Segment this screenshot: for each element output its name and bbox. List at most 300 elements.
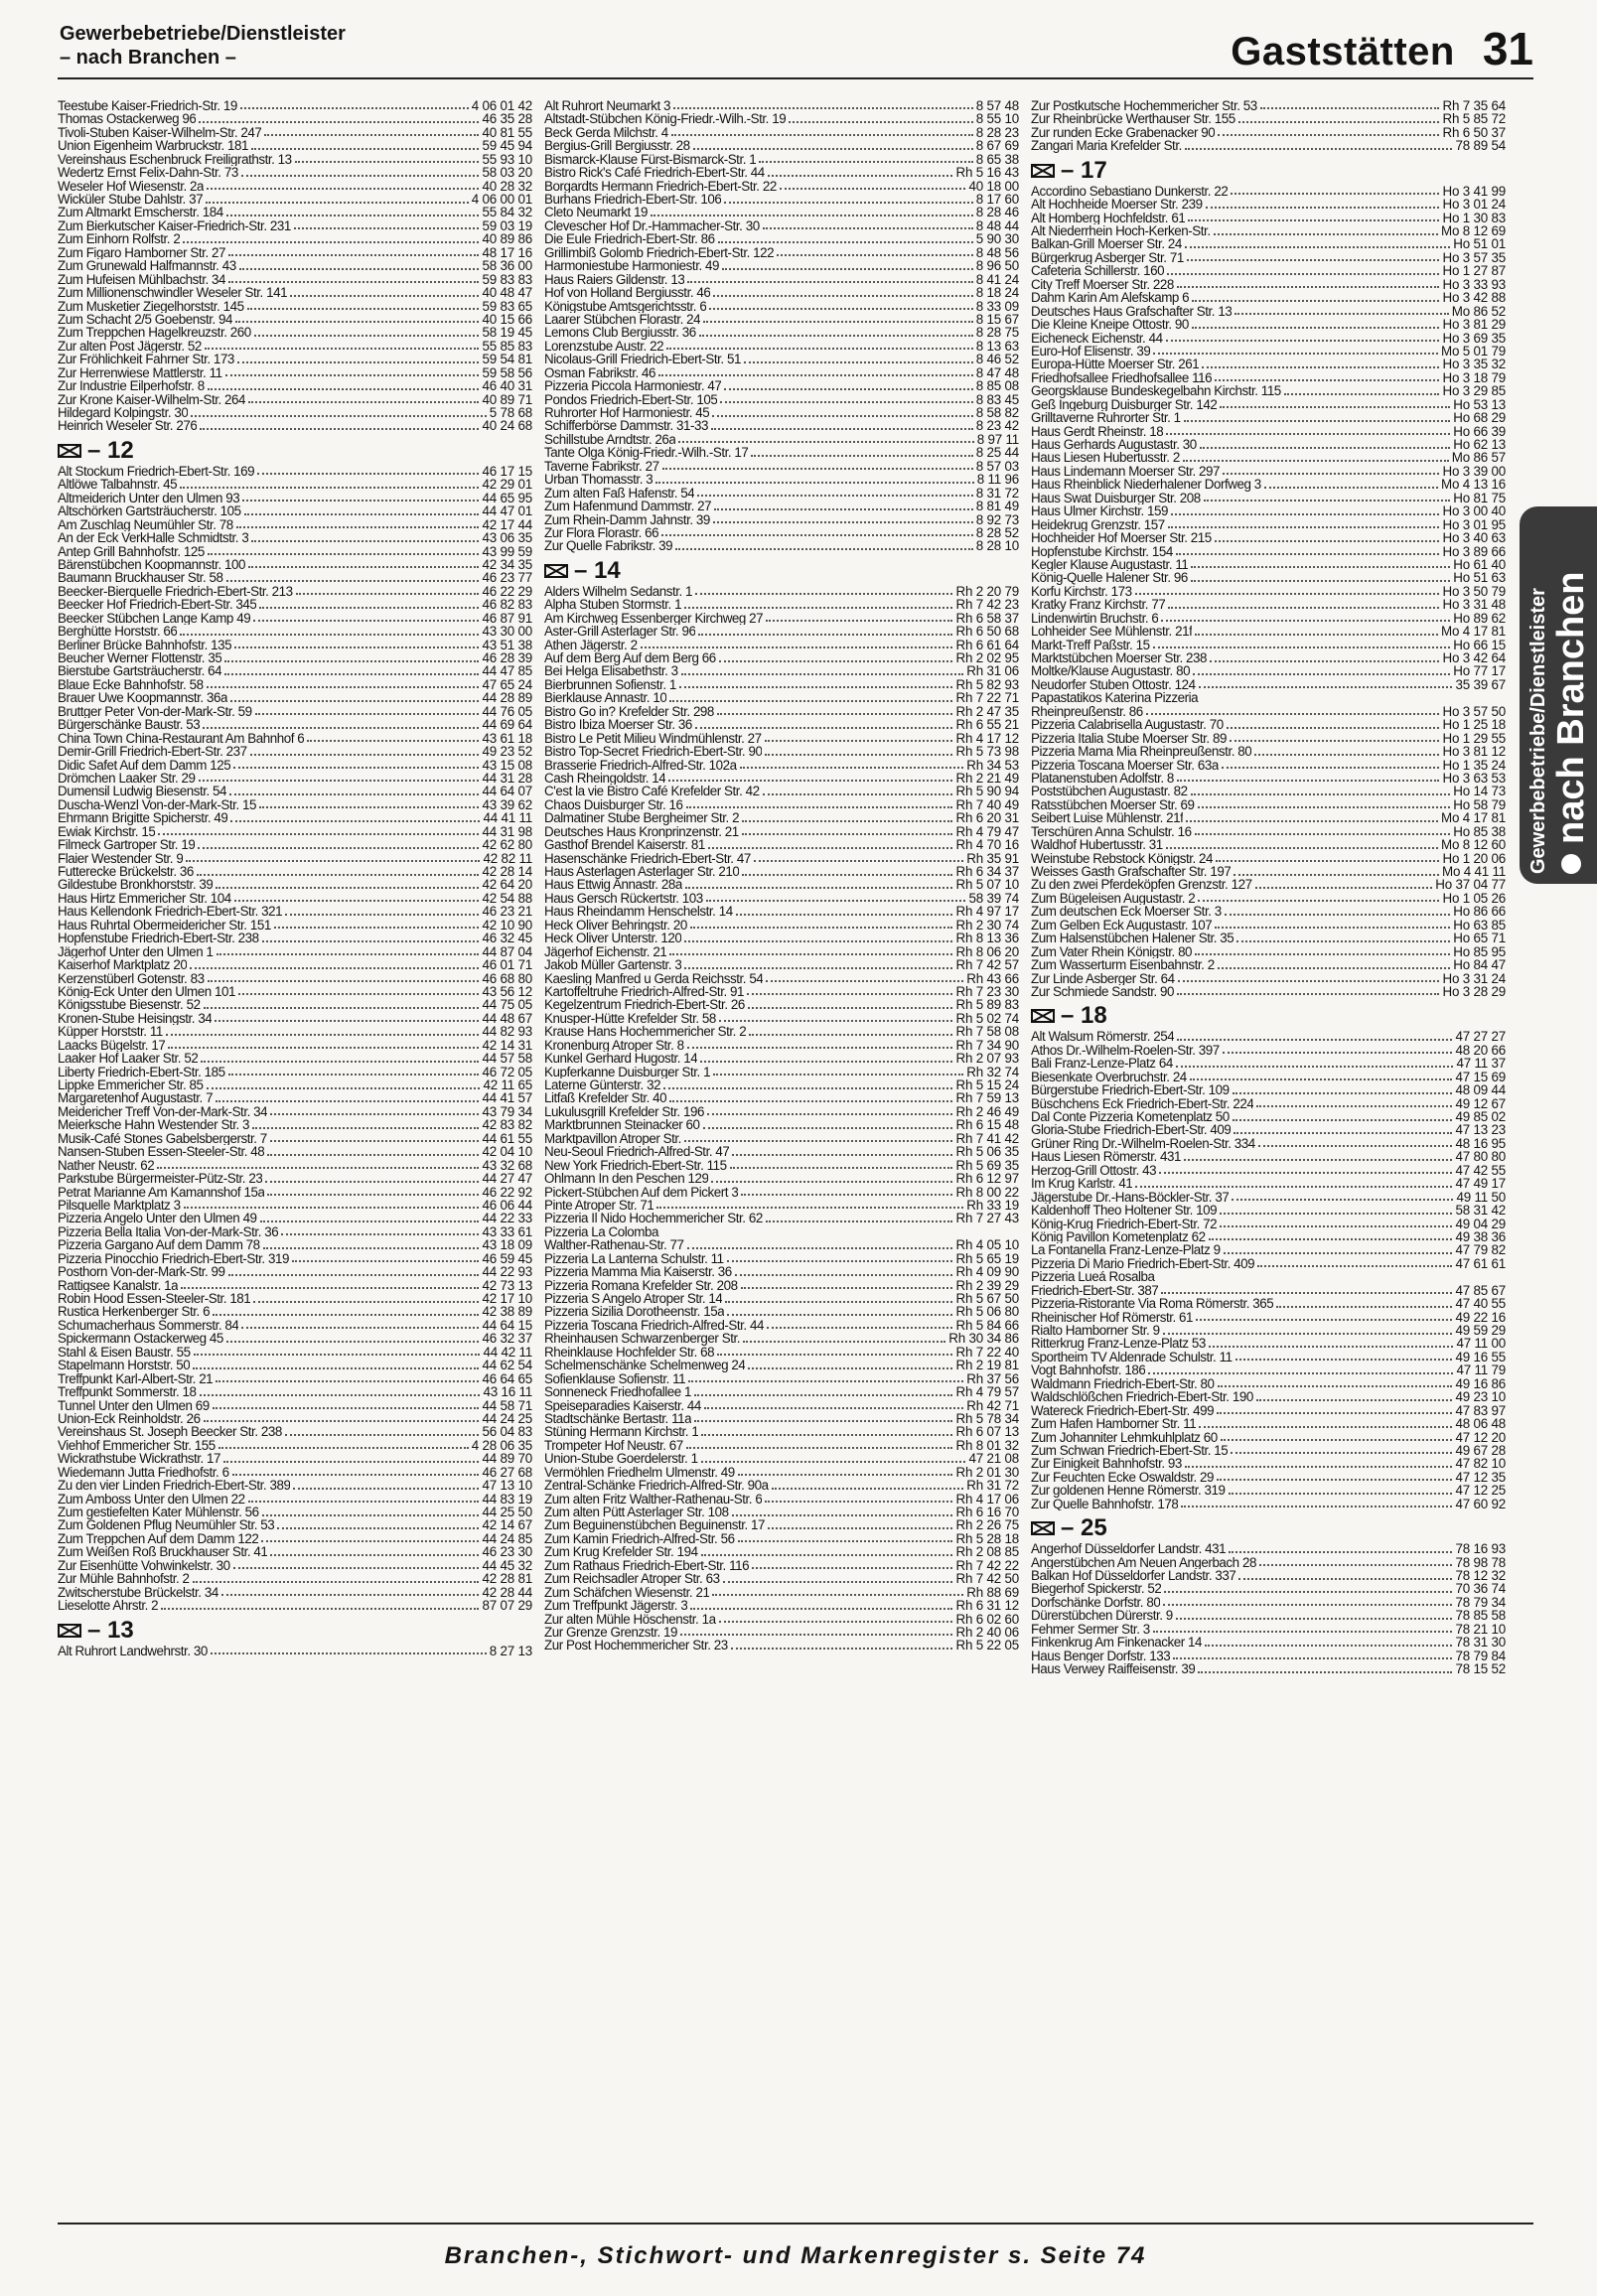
dot-leader — [1231, 1452, 1452, 1454]
listing-entry — [544, 838, 1019, 851]
listing-phone: 46 22 92 — [482, 1184, 532, 1200]
listing-entry — [544, 1265, 1019, 1278]
listing-phone: 42 82 11 — [483, 850, 532, 866]
listing-name: Sportheim TV Aldenrade Schulstr. 11 — [1031, 1350, 1233, 1364]
envelope-icon — [544, 564, 568, 578]
listing-name: Haus Ulmer Kirchstr. 159 — [1031, 504, 1169, 518]
dot-leader — [685, 887, 953, 889]
listing-phone: Ho 84 47 — [1453, 957, 1506, 973]
dot-leader — [1177, 286, 1440, 288]
listing-phone: 78 12 32 — [1455, 1568, 1506, 1584]
listing-entry — [544, 1078, 1019, 1091]
dot-leader — [1198, 900, 1439, 902]
listing-name: Stadtschänke Bertastr. 11a — [544, 1411, 692, 1426]
dot-leader — [1233, 1092, 1453, 1094]
listing-entry — [58, 945, 532, 958]
listing-phone: Ho 3 40 63 — [1442, 530, 1506, 546]
listing-entry — [544, 366, 1019, 379]
listing-name: Pizzeria La Lanterna Schulstr. 11 — [544, 1251, 724, 1266]
listing-entry — [544, 326, 1019, 339]
listing-entry — [58, 651, 532, 664]
listing-entry — [58, 598, 532, 611]
listing-phone: 78 21 10 — [1455, 1621, 1506, 1637]
listing-entry — [1031, 264, 1506, 277]
listing-entry — [1031, 1177, 1506, 1190]
listing-name: Litfaß Krefelder Str. 40 — [544, 1091, 667, 1105]
listing-phone: Rh 2 40 06 — [955, 1624, 1019, 1640]
dot-leader — [698, 634, 952, 636]
listing-phone: Mo 8 12 60 — [1441, 837, 1506, 853]
dot-leader — [669, 700, 952, 702]
listing-entry — [58, 300, 532, 313]
dot-leader — [1215, 927, 1450, 929]
dot-leader — [668, 780, 952, 782]
listing-phone: Rh 7 58 08 — [955, 1024, 1019, 1040]
dot-leader — [281, 1233, 479, 1235]
listing-phone: 5 90 30 — [975, 231, 1019, 247]
listing-entry — [1031, 678, 1506, 691]
listing-name: Pizzeria Toscana Moerser Str. 63a — [1031, 758, 1219, 772]
column-2 — [544, 99, 1019, 2210]
listing-name: Herzog-Grill Ottostr. 43 — [1031, 1163, 1157, 1178]
dot-leader — [1168, 526, 1440, 528]
listing-phone: 46 59 45 — [482, 1250, 532, 1266]
listing-name: Ohlmann In den Peschen 129 — [544, 1172, 709, 1186]
listing-entry — [58, 1092, 532, 1105]
listing-phone: 47 42 55 — [1455, 1162, 1506, 1178]
listing-entry — [1031, 1569, 1506, 1582]
listing-phone: 47 12 35 — [1455, 1469, 1506, 1485]
dot-leader — [233, 767, 479, 769]
listing-entry — [544, 273, 1019, 286]
listing-name: Zum Schacht 2/5 Goebenstr. 94 — [58, 312, 233, 327]
dot-leader — [203, 727, 479, 729]
listing-name: Chaos Duisburger Str. 16 — [544, 797, 683, 812]
dot-leader — [307, 740, 479, 742]
listing-name: Haus Lindemann Moerser Str. 297 — [1031, 464, 1220, 479]
listing-phone: 42 04 10 — [482, 1144, 532, 1160]
listing-name: Haus Benger Dorfstr. 133 — [1031, 1649, 1171, 1663]
listing-name: Laarer Stübchen Florastr. 24 — [544, 312, 701, 327]
listing-phone: 46 06 44 — [482, 1197, 532, 1213]
listing-phone: 44 87 04 — [482, 943, 532, 959]
listing-entry — [1031, 371, 1506, 384]
listing-entry — [544, 759, 1019, 772]
listing-name: Zum alten Pütt Asterlager Str. 108 — [544, 1506, 729, 1519]
dot-leader — [194, 1354, 481, 1356]
dot-leader — [754, 860, 963, 862]
listing-entry — [1031, 358, 1506, 370]
listing-phone: Rh 5 84 66 — [955, 1317, 1019, 1333]
listing-phone: 44 47 85 — [482, 663, 532, 679]
listing-name: Vereinshaus St. Joseph Beecker Str. 238 — [58, 1425, 282, 1439]
listing-name: Haus Gerdt Rheinstr. 18 — [1031, 424, 1164, 439]
listing-entry — [544, 513, 1019, 526]
listing-name: Zum Amboss Unter den Ulmen 22 — [58, 1492, 245, 1507]
listing-phone: 44 25 50 — [482, 1505, 532, 1520]
listing-entry — [1031, 224, 1506, 237]
listing-entry — [1031, 1071, 1506, 1083]
dot-leader — [1223, 1052, 1453, 1054]
dot-leader — [1230, 740, 1440, 742]
listing-name: Athen Jägerstr. 2 — [544, 638, 638, 652]
listing-entry — [544, 1066, 1019, 1078]
dot-leader — [208, 553, 480, 555]
dot-leader — [207, 1087, 481, 1089]
listing-entry — [1031, 892, 1506, 905]
listing-entry — [58, 1118, 532, 1131]
listing-name: Zum Beguinenstübchen Beguinenstr. 17 — [544, 1518, 766, 1532]
listing-phone: Rh 4 97 17 — [955, 904, 1019, 920]
listing-phone: 47 80 80 — [1455, 1149, 1506, 1165]
listing-name: Zum Johanniter Lehmkuhlplatz 60 — [1031, 1430, 1218, 1444]
listing-phone: Rh 6 12 97 — [955, 1171, 1019, 1187]
dot-leader — [1276, 1306, 1452, 1308]
listing-name: Bei Helga Elisabethstr. 3 — [544, 664, 678, 678]
listing-name: Balkan Hof Düsseldorfer Landstr. 337 — [1031, 1569, 1236, 1583]
dot-leader — [186, 860, 480, 862]
listing-entry — [58, 972, 532, 985]
dot-leader — [1173, 1657, 1452, 1659]
listing-entry — [1031, 198, 1506, 211]
listing-entry — [544, 732, 1019, 745]
listing-entry — [544, 313, 1019, 326]
listing-entry — [58, 1132, 532, 1145]
listing-entry — [58, 478, 532, 491]
listing-entry — [58, 732, 532, 745]
listing-entry — [58, 1186, 532, 1199]
listing-entry — [1031, 732, 1506, 745]
listing-name: König Pavillon Kometenplatz 62 — [1031, 1229, 1206, 1244]
listing-phone: 49 12 67 — [1455, 1095, 1506, 1111]
dot-leader — [1218, 967, 1451, 969]
dot-leader — [1190, 1078, 1453, 1080]
listing-phone: Rh 4 70 16 — [955, 837, 1019, 853]
dot-leader — [695, 727, 953, 729]
listing-phone: 4 28 06 35 — [471, 1437, 532, 1453]
listing-entry — [1031, 1030, 1506, 1043]
listing-entry — [58, 112, 532, 125]
listing-entry — [544, 785, 1019, 797]
listing-entry — [1031, 1431, 1506, 1444]
listing-entry — [544, 1639, 1019, 1651]
listing-name: Zum Gelben Eck Augustastr. 107 — [1031, 918, 1213, 933]
listing-phone: 59 83 83 — [482, 271, 532, 287]
listing-phone: 8 96 50 — [975, 258, 1019, 274]
listing-name: Kegler Klause Augustastr. 11 — [1031, 557, 1189, 572]
listing-entry — [58, 1599, 532, 1612]
dot-leader — [260, 1220, 480, 1222]
dot-leader — [772, 1488, 964, 1490]
dot-leader — [658, 374, 973, 376]
dot-leader — [690, 927, 953, 929]
listing-name: Platanenstuben Adolfstr. 8 — [1031, 771, 1174, 786]
listing-entry — [58, 678, 532, 691]
listing-phone: Ho 63 85 — [1453, 917, 1506, 933]
bullet-dot-icon — [1561, 854, 1581, 874]
dot-leader — [671, 134, 973, 136]
listing-phone: 44 24 25 — [482, 1410, 532, 1426]
listing-entry — [58, 1105, 532, 1118]
dot-leader — [724, 202, 972, 204]
listing-name: Zur Mühle Bahnhofstr. 2 — [58, 1572, 190, 1586]
listing-name: Lieselotte Ahrstr. 2 — [58, 1599, 159, 1613]
listing-name: Sofienklause Sofienstr. 11 — [544, 1371, 686, 1386]
listing-name: Treffpunkt Sommerstr. 18 — [58, 1385, 197, 1399]
dot-leader — [1195, 634, 1438, 636]
listing-name: Speiseparadies Kaiserstr. 44 — [544, 1398, 701, 1412]
listing-name: Thomas Ostackerweg 96 — [58, 112, 197, 126]
listing-entry — [1031, 745, 1506, 758]
listing-entry — [1031, 958, 1506, 971]
listing-name: Meierksche Hahn Westender Str. 3 — [58, 1118, 250, 1132]
dot-leader — [296, 593, 480, 595]
listing-name: Heidekrug Grenzstr. 157 — [1031, 517, 1165, 532]
dot-leader — [1168, 607, 1439, 609]
dot-leader — [727, 1260, 953, 1262]
dot-leader — [1192, 300, 1439, 302]
listing-entry — [58, 1439, 532, 1452]
dot-leader — [1200, 447, 1450, 449]
listing-entry — [58, 286, 532, 299]
listing-entry — [58, 1359, 532, 1371]
postal-zone-label: – 25 — [1061, 1514, 1107, 1542]
listing-entry — [58, 1532, 532, 1545]
listing-name: Zum Musketier Ziegelhorststr. 145 — [58, 299, 244, 313]
listing-phone: 47 82 10 — [1455, 1456, 1506, 1472]
listing-name: Balkan-Grill Moerser Str. 24 — [1031, 237, 1182, 251]
dot-leader — [763, 227, 973, 229]
listing-name: Zentral-Schänke Friedrich-Alfred-Str. 90a — [544, 1479, 769, 1493]
listing-phone: 40 24 68 — [482, 418, 532, 434]
listing-phone: 43 32 68 — [482, 1157, 532, 1173]
dot-leader — [1225, 914, 1451, 916]
listing-name: Kupferkanne Duisburger Str. 1 — [544, 1065, 711, 1079]
listing-name: Büschchens Eck Friedrich-Ebert-Str. 224 — [1031, 1096, 1254, 1111]
dot-leader — [1217, 1412, 1452, 1414]
listing-phone: Rh 6 07 13 — [955, 1424, 1019, 1440]
listing-phone: 4 06 01 42 — [471, 97, 532, 113]
dot-leader — [267, 1154, 479, 1156]
listing-phone: 78 89 54 — [1455, 138, 1506, 154]
listing-entry — [1031, 585, 1506, 598]
listing-name: Zum Grunewald Halfmannstr. 43 — [58, 259, 236, 273]
listing-phone: 46 23 21 — [482, 904, 532, 920]
listing-entry — [544, 1452, 1019, 1465]
listing-phone: 8 28 23 — [975, 124, 1019, 140]
dot-leader — [704, 1407, 963, 1409]
listing-entry — [1031, 278, 1506, 291]
listing-entry — [58, 1572, 532, 1585]
listing-name: Haus Swat Duisburger Str. 208 — [1031, 491, 1201, 505]
dot-leader — [1184, 420, 1451, 422]
listing-phone: 49 38 36 — [1455, 1228, 1506, 1244]
listing-name: Blaue Ecke Bahnhofstr. 58 — [58, 677, 204, 692]
listing-phone: 8 83 45 — [975, 391, 1019, 407]
listing-phone: Rh 5 07 10 — [955, 877, 1019, 893]
listing-phone: Ho 3 01 24 — [1442, 197, 1506, 213]
listing-phone: Rh 6 50 68 — [955, 624, 1019, 640]
dot-leader — [198, 847, 479, 849]
dot-leader — [673, 107, 973, 109]
listing-entry — [544, 126, 1019, 139]
dot-leader — [719, 660, 953, 662]
listing-phone: 44 57 58 — [482, 1051, 532, 1067]
listing-entry — [1031, 705, 1506, 718]
listing-name: Die Kleine Kneipe Ottostr. 90 — [1031, 318, 1189, 332]
listing-name: Zum Hafen Hamborner Str. 11 — [1031, 1417, 1197, 1431]
listing-entry — [58, 1385, 532, 1398]
listing-name: Zum deutschen Eck Moerser Str. 3 — [1031, 905, 1222, 919]
listing-phone: 8 17 60 — [975, 192, 1019, 208]
listing-entry — [1031, 905, 1506, 918]
listing-phone: Ho 81 75 — [1453, 490, 1506, 505]
listing-entry — [544, 1252, 1019, 1265]
dot-leader — [699, 335, 973, 337]
listing-phone: 44 42 11 — [483, 1344, 532, 1360]
listing-phone: 87 07 29 — [482, 1598, 532, 1614]
listing-phone: Rh 8 06 20 — [955, 943, 1019, 959]
listing-entry — [58, 1306, 532, 1319]
listing-entry — [544, 1052, 1019, 1065]
dot-leader — [703, 321, 973, 323]
dot-leader — [752, 1567, 952, 1569]
listing-phone: Rh 2 08 85 — [955, 1544, 1019, 1560]
listing-name: Heck Oliver Behringstr. 20 — [544, 918, 687, 933]
listing-entry — [544, 300, 1019, 313]
listing-entry — [1031, 492, 1506, 504]
listing-phone: Ho 3 29 85 — [1442, 383, 1506, 399]
listing-phone: Ho 3 50 79 — [1442, 583, 1506, 599]
dot-leader — [711, 1181, 952, 1183]
dot-leader — [255, 713, 480, 715]
listing-phone: 35 39 67 — [1455, 676, 1506, 692]
listing-name: Dalmatiner Stube Bergheimer Str. 2 — [544, 811, 740, 825]
dot-leader — [725, 1301, 952, 1303]
listing-entry — [1031, 452, 1506, 465]
listing-name: Petrat Marianne Am Kamannshof 15a — [58, 1185, 265, 1199]
dot-leader — [270, 1113, 479, 1115]
listing-name: Alt Walsum Römerstr. 254 — [1031, 1030, 1175, 1044]
dot-leader — [241, 1327, 479, 1329]
dot-leader — [1198, 1671, 1452, 1673]
listing-entry — [1031, 425, 1506, 438]
dot-leader — [1166, 847, 1438, 849]
listing-phone: 55 85 83 — [482, 338, 532, 354]
listing-entry — [58, 558, 532, 571]
dot-leader — [687, 281, 972, 283]
listing-name: König-Krug Friedrich-Ebert-Str. 72 — [1031, 1217, 1218, 1230]
listing-name: Osman Fabrikstr. 46 — [544, 365, 656, 380]
listing-entry — [58, 1399, 532, 1412]
listing-name: Zum Reichsadler Atroper Str. 63 — [544, 1572, 720, 1586]
listing-entry — [1031, 972, 1506, 985]
listing-phone: Rh 6 61 64 — [955, 637, 1019, 652]
dot-leader — [221, 1594, 480, 1596]
listing-phone: 43 79 34 — [482, 1103, 532, 1119]
listing-entry — [544, 99, 1019, 112]
listing-phone: Ho 66 39 — [1453, 423, 1506, 439]
listing-entry — [1031, 558, 1506, 571]
listing-entry — [544, 985, 1019, 998]
listing-name: Laaker Hof Laaker Str. 52 — [58, 1052, 199, 1066]
listing-entry — [544, 487, 1019, 500]
dot-leader — [262, 940, 480, 942]
listing-name: Bismarck-Klause Fürst-Bismarck-Str. 1 — [544, 152, 757, 167]
listing-name: Bürgerschänke Baustr. 53 — [58, 718, 201, 732]
listing-entry — [58, 219, 532, 232]
listing-name: Weisses Gasth Grafschafter Str. 197 — [1031, 865, 1232, 879]
listing-name: Wiedemann Jutta Friedhofstr. 6 — [58, 1465, 229, 1480]
listing-name: Zur Postkutsche Hochemmericher Str. 53 — [1031, 98, 1257, 113]
dot-leader — [759, 161, 972, 163]
listing-phone: Ho 3 01 95 — [1442, 516, 1506, 532]
dot-leader — [1153, 353, 1438, 355]
listing-name: Pizzeria Toscana Friedrich-Alfred-Str. 44 — [544, 1318, 764, 1333]
listing-phone: 48 20 66 — [1455, 1042, 1506, 1058]
dot-leader — [766, 620, 952, 622]
dot-leader — [237, 361, 480, 363]
listing-entry — [544, 919, 1019, 932]
listing-name: Zur Linde Asberger Str. 64 — [1031, 971, 1175, 985]
dot-leader — [1229, 1551, 1452, 1553]
listing-entry — [544, 865, 1019, 878]
dot-leader — [226, 1341, 480, 1343]
listing-name: Pizzeria Sizilia Dorotheenstr. 15a — [544, 1305, 725, 1319]
listing-entry — [58, 1412, 532, 1425]
listing-name: Laterne Günterstr. 32 — [544, 1078, 661, 1092]
listing-phone: 46 35 28 — [482, 111, 532, 127]
listing-phone: 8 48 44 — [975, 217, 1019, 233]
dot-leader — [1191, 580, 1450, 582]
listing-entry — [58, 1319, 532, 1332]
listing-phone: Ho 14 73 — [1453, 784, 1506, 799]
listing-entry — [58, 571, 532, 584]
envelope-icon — [1031, 1521, 1055, 1535]
listing-phone: 8 28 10 — [975, 538, 1019, 554]
dot-leader — [236, 526, 480, 528]
dot-leader — [1185, 246, 1450, 248]
dot-leader — [732, 1514, 953, 1516]
dot-leader — [248, 1501, 480, 1503]
listing-name: Zum Millionenschwindler Weseler Str. 141 — [58, 286, 288, 300]
dot-leader — [199, 121, 479, 123]
listing-name: Margaretenhof Augustastr. 7 — [58, 1091, 214, 1105]
listing-entry — [58, 340, 532, 353]
listing-name: Musik-Café Stones Gabelsbergerstr. 7 — [58, 1131, 267, 1146]
listing-name: Burhans Friedrich-Ebert-Str. 106 — [544, 193, 722, 207]
listing-phone: Ho 77 17 — [1453, 663, 1506, 679]
listing-name: Clevescher Hof Dr.-Hammacher-Str. 30 — [544, 218, 760, 233]
listing-name: Dumensil Ludwig Biesenstr. 54 — [58, 785, 227, 798]
listing-name: Pizzeria Angelo Unter den Ulmen 49 — [58, 1212, 257, 1225]
listing-phone: Rh 2 19 81 — [955, 1358, 1019, 1373]
dot-leader — [697, 495, 972, 497]
listing-entry — [1031, 465, 1506, 478]
listing-entry — [58, 504, 532, 517]
dot-leader — [678, 441, 973, 443]
listing-name: Zum Figaro Hamborner Str. 27 — [58, 245, 225, 260]
listing-name: Dorfschänke Dorfstr. 80 — [1031, 1595, 1161, 1610]
listing-phone: Rh 5 89 83 — [955, 997, 1019, 1013]
listing-entry — [58, 785, 532, 797]
dot-leader — [741, 1287, 953, 1289]
listing-entry — [544, 905, 1019, 918]
listing-name: Wedertz Ernst Felix-Dahn-Str. 73 — [58, 166, 238, 180]
dot-leader — [766, 980, 963, 982]
dot-leader — [740, 767, 964, 769]
listing-phone: Ho 1 30 83 — [1442, 210, 1506, 225]
